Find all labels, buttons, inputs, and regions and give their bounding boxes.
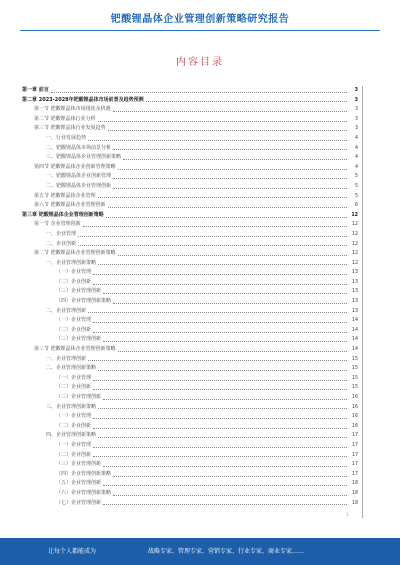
toc-leader-dots: [98, 408, 347, 409]
page-number: 1: [346, 512, 349, 517]
toc-entry-label: （二）企业创新: [56, 422, 92, 432]
toc-entry-page: 12: [351, 212, 358, 218]
toc-entry[interactable]: [22, 86, 358, 96]
toc-entry[interactable]: [22, 124, 358, 134]
toc-entry-page: 5: [354, 174, 358, 180]
toc-entry-label: 第三章 钯酸锂晶体企业管理创新策略: [22, 211, 105, 221]
toc-leader-dots: [93, 447, 347, 448]
toc-entry-page: 3: [354, 88, 358, 93]
toc-leader-dots: [113, 188, 347, 189]
toc-entry[interactable]: [22, 326, 358, 336]
toc-leader-dots: [88, 140, 347, 141]
toc-entry-label: （一）企业管理: [56, 374, 92, 384]
toc-entry-label: （二）企业创新: [56, 451, 92, 461]
toc-entry[interactable]: [22, 105, 358, 115]
toc-entry-page: 17: [351, 462, 358, 468]
toc-entry[interactable]: [22, 249, 358, 259]
toc-entry-page: 12: [351, 251, 358, 257]
toc-entry-label: （三）企业管理创新: [56, 287, 102, 297]
toc-leader-dots: [98, 197, 347, 198]
toc-entry-label: （七）企业管理创新: [56, 499, 102, 509]
toc-leader-dots: [146, 101, 347, 102]
toc-entry[interactable]: [22, 499, 358, 509]
toc-leader-dots: [103, 466, 347, 467]
toc-entry-label: （二）企业创新: [56, 383, 92, 393]
toc-leader-dots: [93, 284, 347, 285]
toc-entry[interactable]: [22, 144, 358, 154]
toc-entry-page: 5: [354, 193, 358, 199]
toc-entry[interactable]: [22, 307, 358, 317]
toc-entry-page: 12: [351, 222, 358, 228]
toc-entry-label: （四）企业管理创新策略: [56, 297, 112, 307]
toc-entry[interactable]: [22, 393, 358, 403]
toc-leader-dots: [118, 169, 347, 170]
toc-entry-page: 12: [351, 241, 358, 247]
footer-tagline: 战略专家、管理专家、营销专家、行业专家、商业专家……: [148, 548, 305, 555]
toc-entry-page: 3: [354, 116, 358, 122]
toc-entry[interactable]: [22, 115, 358, 125]
toc-leader-dots: [93, 332, 347, 333]
toc-entry[interactable]: [22, 172, 358, 182]
toc-entry[interactable]: [22, 345, 358, 355]
toc-entry-label: 第一章 前言: [22, 86, 50, 96]
toc-leader-dots: [103, 293, 347, 294]
toc-entry[interactable]: [22, 364, 358, 374]
toc-entry-page: 16: [351, 414, 358, 420]
toc-entry[interactable]: [22, 441, 358, 451]
toc-entry-label: 一、钯酸锂晶体企业创新管理: [46, 172, 112, 182]
toc-entry-label: 第六节 钯酸锂晶体企业管理创新: [34, 201, 107, 211]
toc-entry[interactable]: [22, 287, 358, 297]
toc-entry[interactable]: [22, 335, 358, 345]
toc-entry-page: 16: [351, 404, 358, 410]
toc-entry-label: 第三节 钯酸锂晶体行业发展趋势: [34, 124, 107, 134]
toc-leader-dots: [93, 389, 347, 390]
toc-entry-label: 第一节 企业管理创新: [34, 220, 82, 230]
toc-entry-page: 4: [354, 164, 358, 170]
toc-entry[interactable]: [22, 240, 358, 250]
footer-slogan: 让每个人都能成为: [48, 548, 97, 555]
toc-entry[interactable]: [22, 460, 358, 470]
page-footer: [0, 538, 400, 565]
toc-entry-page: 14: [351, 327, 358, 333]
toc-entry-page: 17: [351, 471, 358, 477]
toc-entry-page: 14: [351, 337, 358, 343]
toc-entry[interactable]: [22, 489, 358, 499]
toc-entry-label: 三、企业管理创新策略: [46, 403, 97, 413]
toc-leader-dots: [113, 111, 347, 112]
toc-entry-label: 二、企业管理创新策略: [46, 364, 97, 374]
toc-entry[interactable]: [22, 451, 358, 461]
toc-leader-dots: [98, 370, 347, 371]
toc-entry[interactable]: [22, 153, 358, 163]
toc-leader-dots: [103, 504, 347, 505]
toc-entry[interactable]: [22, 470, 358, 480]
toc-entry-label: 第二节 钯酸锂晶体行业分析: [34, 115, 97, 125]
toc-entry-page: 16: [351, 423, 358, 429]
toc-entry[interactable]: [22, 403, 358, 413]
toc-entry[interactable]: [22, 374, 358, 384]
toc-entry-page: 16: [351, 395, 358, 400]
toc-entry-label: 第四节 钯酸锂晶体企业创新管理策略: [34, 163, 117, 173]
toc-entry[interactable]: [22, 479, 358, 489]
toc-entry-label: 二、企业创新: [46, 240, 77, 250]
toc-leader-dots: [113, 476, 347, 477]
toc-entry-label: 第二章 2023-2028年钯酸锂晶体市场前景及趋势预测: [22, 96, 145, 106]
table-of-contents: [22, 86, 358, 508]
toc-entry-page: 14: [351, 318, 358, 324]
toc-leader-dots: [106, 217, 347, 218]
toc-entry[interactable]: [22, 412, 358, 422]
toc-leader-dots: [113, 495, 347, 496]
toc-entry-page: 15: [351, 366, 358, 372]
toc-leader-dots: [98, 437, 347, 438]
toc-entry-label: （一）企业管理: [56, 316, 92, 326]
toc-entry-page: 4: [354, 135, 358, 141]
toc-entry-label: （四）企业管理创新策略: [56, 470, 112, 480]
toc-leader-dots: [93, 428, 347, 429]
toc-entry-page: 18: [351, 490, 358, 496]
toc-entry-label: （二）企业创新: [56, 278, 92, 288]
toc-entry[interactable]: [22, 163, 358, 173]
toc-entry-page: 17: [351, 433, 358, 439]
toc-entry-page: 4: [354, 145, 358, 151]
toc-entry-page: 13: [351, 270, 358, 276]
toc-entry-label: （一）企业管理: [56, 441, 92, 451]
toc-leader-dots: [118, 351, 347, 352]
toc-entry[interactable]: [22, 431, 358, 441]
toc-leader-dots: [103, 399, 347, 400]
toc-leader-dots: [108, 130, 347, 131]
toc-heading: 内容目录: [176, 57, 224, 68]
toc-entry-label: （三）企业管理创新: [56, 335, 102, 345]
toc-entry-label: 一、企业管理: [46, 230, 77, 240]
toc-entry-label: 二、钯酸锂晶体企业管理创新: [46, 182, 112, 192]
toc-entry-page: 3: [354, 126, 358, 132]
toc-leader-dots: [78, 245, 347, 246]
toc-leader-dots: [108, 207, 347, 208]
toc-entry-label: 第一节 钯酸锂晶体市场现状及机遇: [34, 105, 112, 115]
header-divider: [20, 30, 380, 31]
toc-entry[interactable]: [22, 278, 358, 288]
toc-entry-page: 15: [351, 385, 358, 391]
toc-entry-page: 15: [351, 356, 358, 362]
page-header: [0, 0, 400, 40]
toc-entry-page: 12: [351, 231, 358, 237]
toc-leader-dots: [103, 485, 347, 486]
toc-leader-dots: [51, 92, 347, 93]
toc-entry[interactable]: [22, 422, 358, 432]
toc-entry-page: 4: [354, 155, 358, 161]
toc-leader-dots: [93, 456, 347, 457]
toc-entry[interactable]: [22, 96, 358, 106]
margin-line: [362, 86, 363, 518]
toc-entry-label: 一、行业发展趋势: [46, 134, 87, 144]
toc-entry-label: （一）企业管理: [56, 412, 92, 422]
toc-entry-page: 18: [351, 500, 358, 506]
toc-entry-label: 二、钯酸锂晶体市场前景分析: [46, 144, 112, 154]
toc-entry-label: 第二节 钯酸锂晶体企业管理创新策略: [34, 249, 117, 259]
toc-entry-label: （一）企业管理: [56, 268, 92, 278]
toc-entry-label: 第三节 钯酸锂晶体企业管理创新策略: [34, 345, 117, 355]
toc-entry[interactable]: [22, 192, 358, 202]
toc-entry-label: 四、企业管理创新策略: [46, 431, 97, 441]
toc-leader-dots: [103, 341, 347, 342]
toc-entry-page: 13: [351, 289, 358, 295]
toc-entry[interactable]: [22, 230, 358, 240]
toc-leader-dots: [93, 418, 347, 419]
toc-entry[interactable]: [22, 355, 358, 365]
toc-entry-label: 二、企业管理创新: [46, 307, 87, 317]
toc-entry[interactable]: [22, 297, 358, 307]
toc-entry-label: （三）企业管理创新: [56, 393, 102, 403]
toc-entry-page: 13: [351, 308, 358, 314]
toc-leader-dots: [83, 226, 347, 227]
toc-leader-dots: [93, 380, 347, 381]
toc-entry[interactable]: [22, 316, 358, 326]
toc-leader-dots: [88, 360, 347, 361]
toc-entry-page: 13: [351, 279, 358, 285]
toc-entry[interactable]: [22, 383, 358, 393]
toc-entry-page: 17: [351, 442, 358, 448]
toc-entry-label: （六）企业管理创新策略: [56, 489, 112, 499]
toc-leader-dots: [88, 312, 347, 313]
toc-entry[interactable]: [22, 211, 358, 221]
toc-entry[interactable]: [22, 220, 358, 230]
toc-entry-label: 三、钯酸锂晶体企业管理创新策略: [46, 153, 122, 163]
toc-leader-dots: [113, 178, 347, 179]
toc-entry-label: （三）企业管理创新: [56, 460, 102, 470]
toc-leader-dots: [123, 159, 347, 160]
toc-entry-label: 第五节 钯酸锂晶体企业管理: [34, 192, 97, 202]
toc-leader-dots: [98, 121, 347, 122]
toc-entry-label: 一、企业管理创新策略: [46, 259, 97, 269]
toc-leader-dots: [113, 303, 347, 304]
toc-entry[interactable]: [22, 259, 358, 269]
toc-leader-dots: [118, 255, 347, 256]
toc-entry-page: 14: [351, 347, 358, 353]
report-title: 钯酸锂晶体企业管理创新策略研究报告: [110, 14, 290, 25]
toc-leader-dots: [98, 264, 347, 265]
toc-entry-label: （二）企业创新: [56, 326, 92, 336]
toc-entry-page: 5: [354, 183, 358, 189]
toc-entry-page: 12: [351, 260, 358, 266]
toc-leader-dots: [93, 274, 347, 275]
toc-entry-label: 一、企业管理创新: [46, 355, 87, 365]
toc-entry-page: 18: [351, 481, 358, 487]
toc-entry-page: 17: [351, 452, 358, 458]
toc-entry-page: 3: [354, 97, 358, 103]
toc-entry[interactable]: [22, 268, 358, 278]
toc-entry-page: 15: [351, 375, 358, 381]
toc-entry[interactable]: [22, 182, 358, 192]
toc-entry-label: （五）企业管理创新: [56, 479, 102, 489]
toc-entry-page: 13: [351, 299, 358, 305]
toc-leader-dots: [78, 236, 347, 237]
toc-entry-page: 6: [354, 203, 358, 209]
toc-entry-page: 3: [354, 107, 358, 113]
toc-leader-dots: [113, 149, 347, 150]
toc-leader-dots: [93, 322, 347, 323]
toc-entry[interactable]: [22, 201, 358, 211]
toc-entry[interactable]: [22, 134, 358, 144]
